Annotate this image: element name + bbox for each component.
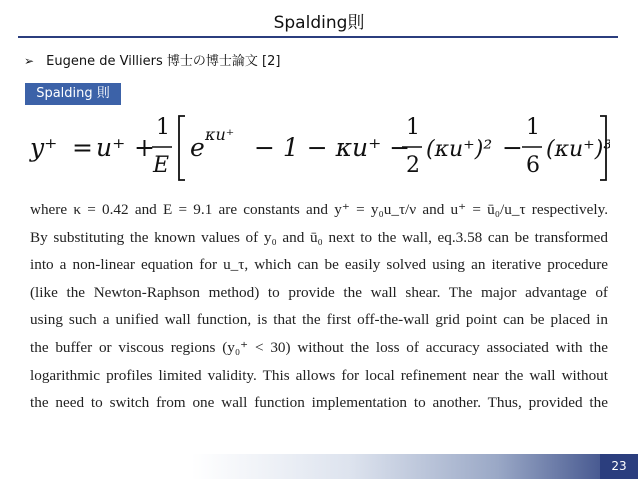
eq-minus: − bbox=[502, 133, 523, 162]
eq-square-term: (κu⁺)² bbox=[426, 137, 493, 162]
eq-frac3-num: 1 bbox=[526, 115, 540, 140]
eq-left-bracket bbox=[179, 116, 185, 180]
excerpt-line: where κ = 0.42 and E = 9.1 are constants and y⁺ = y₀u_τ/ν and u⁺ = ū₀/u_τ respectively. bbox=[30, 201, 608, 218]
slide-footer bbox=[0, 454, 638, 479]
slide-title: Spalding則 bbox=[273, 13, 365, 33]
excerpt-line: the need to switch from one wall function implementation to another. Thus, provided the bbox=[30, 394, 608, 412]
spalding-equation bbox=[28, 110, 610, 186]
excerpt-line: the buffer or viscous regions (y₀⁺ < 30) without the loss of accuracy associated with the bbox=[30, 338, 608, 356]
page-number: 23 bbox=[600, 454, 638, 479]
footer-gradient-bar bbox=[0, 454, 638, 479]
excerpt-line: (like the Newton-Raphson method) to provide the wall shear. The major advantage of bbox=[30, 283, 608, 301]
title-divider bbox=[18, 36, 618, 38]
eq-frac1-num: 1 bbox=[156, 115, 170, 140]
eq-plus: + bbox=[134, 133, 155, 162]
eq-exp-base: e bbox=[190, 133, 205, 162]
excerpt-line: into a non-linear equation for u_τ, which can be easily solved using an iterative procedure bbox=[30, 256, 608, 274]
eq-exp-power: κu⁺ bbox=[205, 125, 235, 144]
excerpt-line: By substituting the known values of y₀ and ū₀ next to the wall, eq.3.58 can be transformed bbox=[30, 228, 608, 246]
source-text: Eugene de Villiers 博士の博士論文 [2] bbox=[46, 54, 281, 69]
eq-frac2-den: 2 bbox=[406, 153, 420, 178]
eq-u-plus: u⁺ bbox=[96, 133, 126, 162]
excerpt-line: using such a unified wall function, is that the first off-the-wall grid point can be placed in bbox=[30, 311, 608, 329]
arrow-bullet-icon: ➢ bbox=[24, 54, 35, 68]
eq-middle-terms: − 1 − κu⁺ − bbox=[254, 133, 411, 162]
eq-frac2-num: 1 bbox=[406, 115, 420, 140]
eq-cube-term: (κu⁺)³ bbox=[546, 137, 610, 162]
eq-equals: = bbox=[72, 133, 93, 162]
eq-frac1-den: E bbox=[153, 153, 170, 178]
excerpt-line: logarithmic profiles limited validity. This allows for local refinement near the wall without bbox=[30, 366, 608, 384]
eq-frac3-den: 6 bbox=[526, 153, 540, 178]
thesis-excerpt bbox=[30, 196, 608, 417]
eq-y-plus: y⁺ bbox=[30, 133, 58, 162]
law-badge: Spalding 則 bbox=[25, 83, 121, 105]
source-bullet bbox=[24, 50, 280, 69]
